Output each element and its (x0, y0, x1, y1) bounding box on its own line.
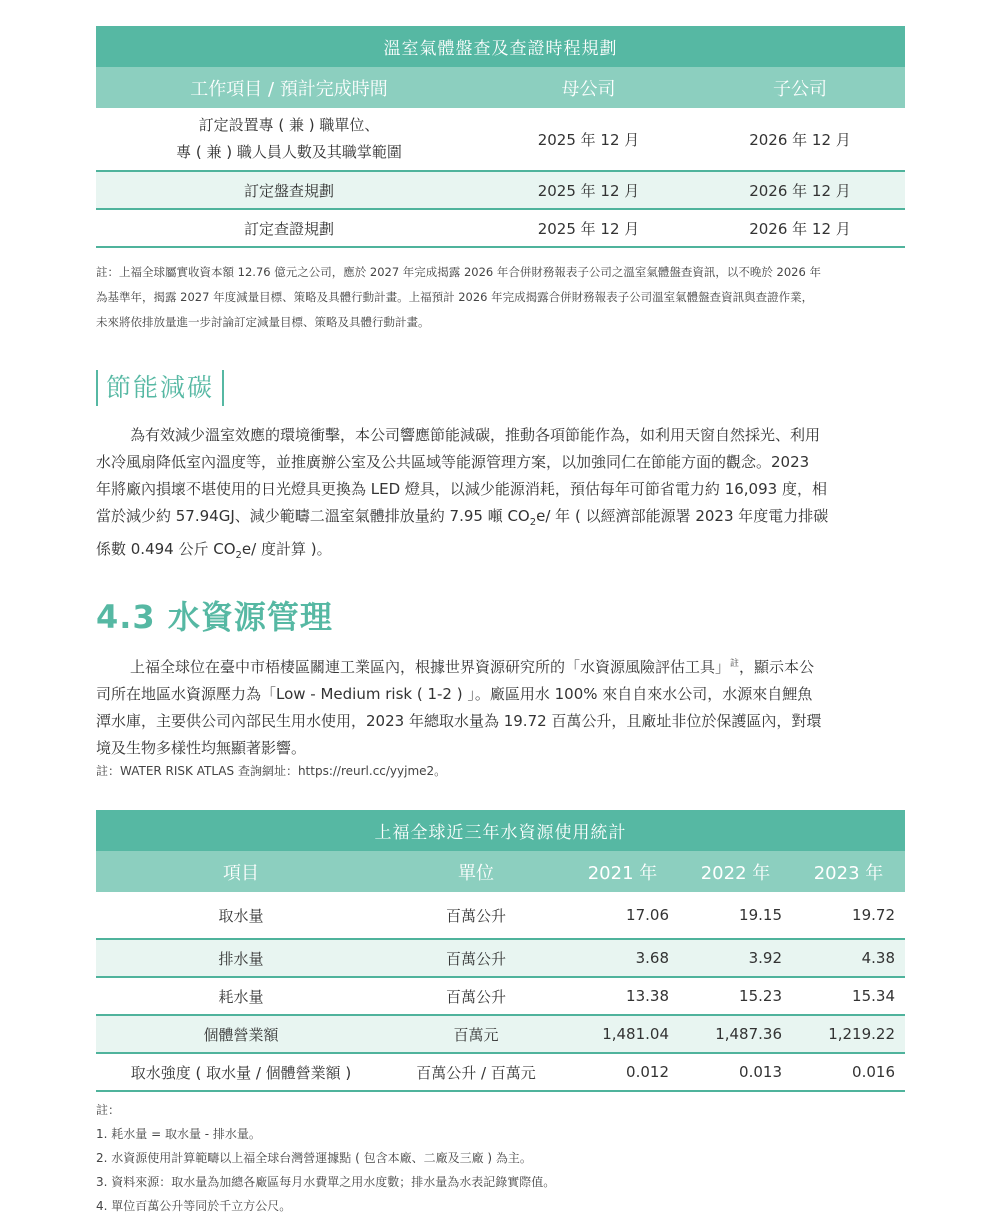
table-cell: 19.72 (792, 892, 905, 939)
table-cell: 1,487.36 (679, 1015, 792, 1053)
table-cell: 2025 年 12 月 (482, 108, 695, 171)
para-line: 為有效減少溫室效應的環境衝擊，本公司響應節能減碳，推動各項節能作為，如利用天窗自然採光、利用 (130, 426, 821, 444)
table-title: 溫室氣體盤查及查證時程規劃 (96, 26, 905, 67)
subscript: 2 (235, 550, 242, 561)
notes-label: 註： (96, 1103, 121, 1117)
table-cell: 0.013 (679, 1053, 792, 1091)
table-cell: 3.68 (566, 939, 679, 977)
column-header: 子公司 (695, 67, 905, 108)
table-cell: 19.15 (679, 892, 792, 939)
text-span: ，顯示本公 (739, 658, 815, 676)
para-line: 水冷風扇降低室內溫度等，並推廣辦公室及公共區域等能源管理方案，以加強同仁在節能方面的觀念。2023 (96, 453, 810, 471)
water-note: 註：WATER RISK ATLAS 查詢網址：https://reurl.cc/yyjme2。 (96, 764, 447, 778)
table-row (96, 977, 905, 1015)
energy-paragraph (96, 422, 908, 569)
table-cell: 17.06 (566, 892, 679, 939)
section-heading: 節能減碳 (96, 370, 224, 406)
column-header: 母公司 (482, 67, 695, 108)
para-line: 潭水庫，主要供公司內部民生用水使用，2023 年總取水量為 19.72 百萬公升，且廠址非位於保護區內，對環 (96, 712, 822, 730)
para-line: 司所在地區水資源壓力為「Low - Medium risk ( 1-2 ) 」。廠區用水 100% 來自自來水公司，水源來自鯉魚 (96, 685, 813, 703)
water-usage-table (96, 810, 905, 1092)
table-cell: 排水量 (96, 939, 386, 977)
section-title: 4.3 水資源管理 (96, 598, 333, 636)
table-cell: 1,219.22 (792, 1015, 905, 1053)
column-header: 2023 年 (792, 851, 905, 892)
para-line (96, 503, 908, 536)
note-line: 未來將依排放量進一步討論訂定減量目標、策略及具體行動計畫。 (96, 315, 430, 329)
note-item: 4. 單位百萬公升等同於千立方公尺。 (96, 1199, 292, 1213)
column-header: 項目 (96, 851, 386, 892)
table-cell: 0.016 (792, 1053, 905, 1091)
note-item: 1. 耗水量 = 取水量 - 排水量。 (96, 1127, 261, 1141)
table-cell: 13.38 (566, 977, 679, 1015)
table-cell: 訂定查證規劃 (96, 209, 482, 247)
text-span: 上福全球位在臺中市梧棲區關連工業區內，根據世界資源研究所的「水資源風險評估工具」 (130, 658, 731, 676)
column-header: 2021 年 (566, 851, 679, 892)
table-cell: 取水量 (96, 892, 386, 939)
table-row (96, 939, 905, 977)
para-line: 年將廠內損壞不堪使用的日光燈具更換為 LED 燈具，以減少能源消耗，預估每年可節省電力約 16,093 度，相 (96, 480, 827, 498)
table-cell: 耗水量 (96, 977, 386, 1015)
table-cell: 4.38 (792, 939, 905, 977)
table-row (96, 1053, 905, 1091)
table-cell: 百萬元 (386, 1015, 566, 1053)
note-item: 2. 水資源使用計算範疇以上福全球台灣營運據點 ( 包含本廠、二廠及三廠 ) 為主。 (96, 1151, 532, 1165)
item-line: 專 ( 兼 ) 職人員人數及其職掌範圍 (176, 143, 402, 161)
para-line (96, 536, 908, 569)
table-cell: 個體營業額 (96, 1015, 386, 1053)
superscript: 註 (730, 659, 740, 669)
table-cell: 1,481.04 (566, 1015, 679, 1053)
table-cell: 0.012 (566, 1053, 679, 1091)
item-line: 訂定設置專 ( 兼 ) 職單位、 (198, 116, 380, 134)
table-row (96, 209, 905, 247)
table-row (96, 892, 905, 939)
table-cell: 百萬公升 (386, 977, 566, 1015)
text-span: 當於減少約 57.94GJ、減少範疇二溫室氣體排放量約 7.95 噸 CO (96, 507, 530, 525)
table-cell: 15.34 (792, 977, 905, 1015)
note-line: 為基準年，揭露 2027 年度減量目標、策略及具體行動計畫。上福預計 2026 年完成揭露合併財務報表子公司溫室氣體盤查資訊與查證作業， (96, 290, 814, 304)
water-paragraph (96, 651, 908, 762)
text-span: e/ 度計算 )。 (241, 540, 332, 558)
table-cell: 2025 年 12 月 (482, 209, 695, 247)
table-cell: 取水強度 ( 取水量 / 個體營業額 ) (96, 1053, 386, 1091)
table-cell: 訂定盤查規劃 (96, 171, 482, 209)
column-header: 2022 年 (679, 851, 792, 892)
table-row (96, 171, 905, 209)
table-cell: 2025 年 12 月 (482, 171, 695, 209)
table-cell: 2026 年 12 月 (695, 209, 905, 247)
note-item: 3. 資料來源：取水量為加總各廠區每月水費單之用水度數；排水量為水表記錄實際值。 (96, 1175, 556, 1189)
subscript: 2 (529, 517, 537, 528)
table-note (96, 260, 908, 335)
table-title: 上福全球近三年水資源使用統計 (96, 810, 905, 851)
para-line (96, 651, 908, 681)
table-cell: 2026 年 12 月 (695, 108, 905, 171)
column-header: 單位 (386, 851, 566, 892)
table-cell (96, 108, 482, 171)
text-span: 係數 0.494 公斤 CO (96, 540, 236, 558)
table-cell: 百萬公升 (386, 892, 566, 939)
table-cell: 百萬公升 / 百萬元 (386, 1053, 566, 1091)
note-line: 註：上福全球屬實收資本額 12.76 億元之公司，應於 2027 年完成揭露 2026 年合併財務報表子公司之溫室氣體盤查資訊，以不晚於 2026 年 (96, 265, 821, 279)
table-cell: 3.92 (679, 939, 792, 977)
table-cell: 15.23 (679, 977, 792, 1015)
ghg-schedule-table (96, 26, 905, 248)
table-row (96, 1015, 905, 1053)
table-cell: 百萬公升 (386, 939, 566, 977)
table-cell: 2026 年 12 月 (695, 171, 905, 209)
column-header: 工作項目 / 預計完成時間 (96, 67, 482, 108)
table-row (96, 108, 905, 171)
para-line: 境及生物多樣性均無顯著影響。 (96, 739, 307, 757)
text-span: e/ 年 ( 以經濟部能源署 2023 年度電力排碳 (536, 507, 829, 525)
table-notes (96, 1098, 555, 1218)
